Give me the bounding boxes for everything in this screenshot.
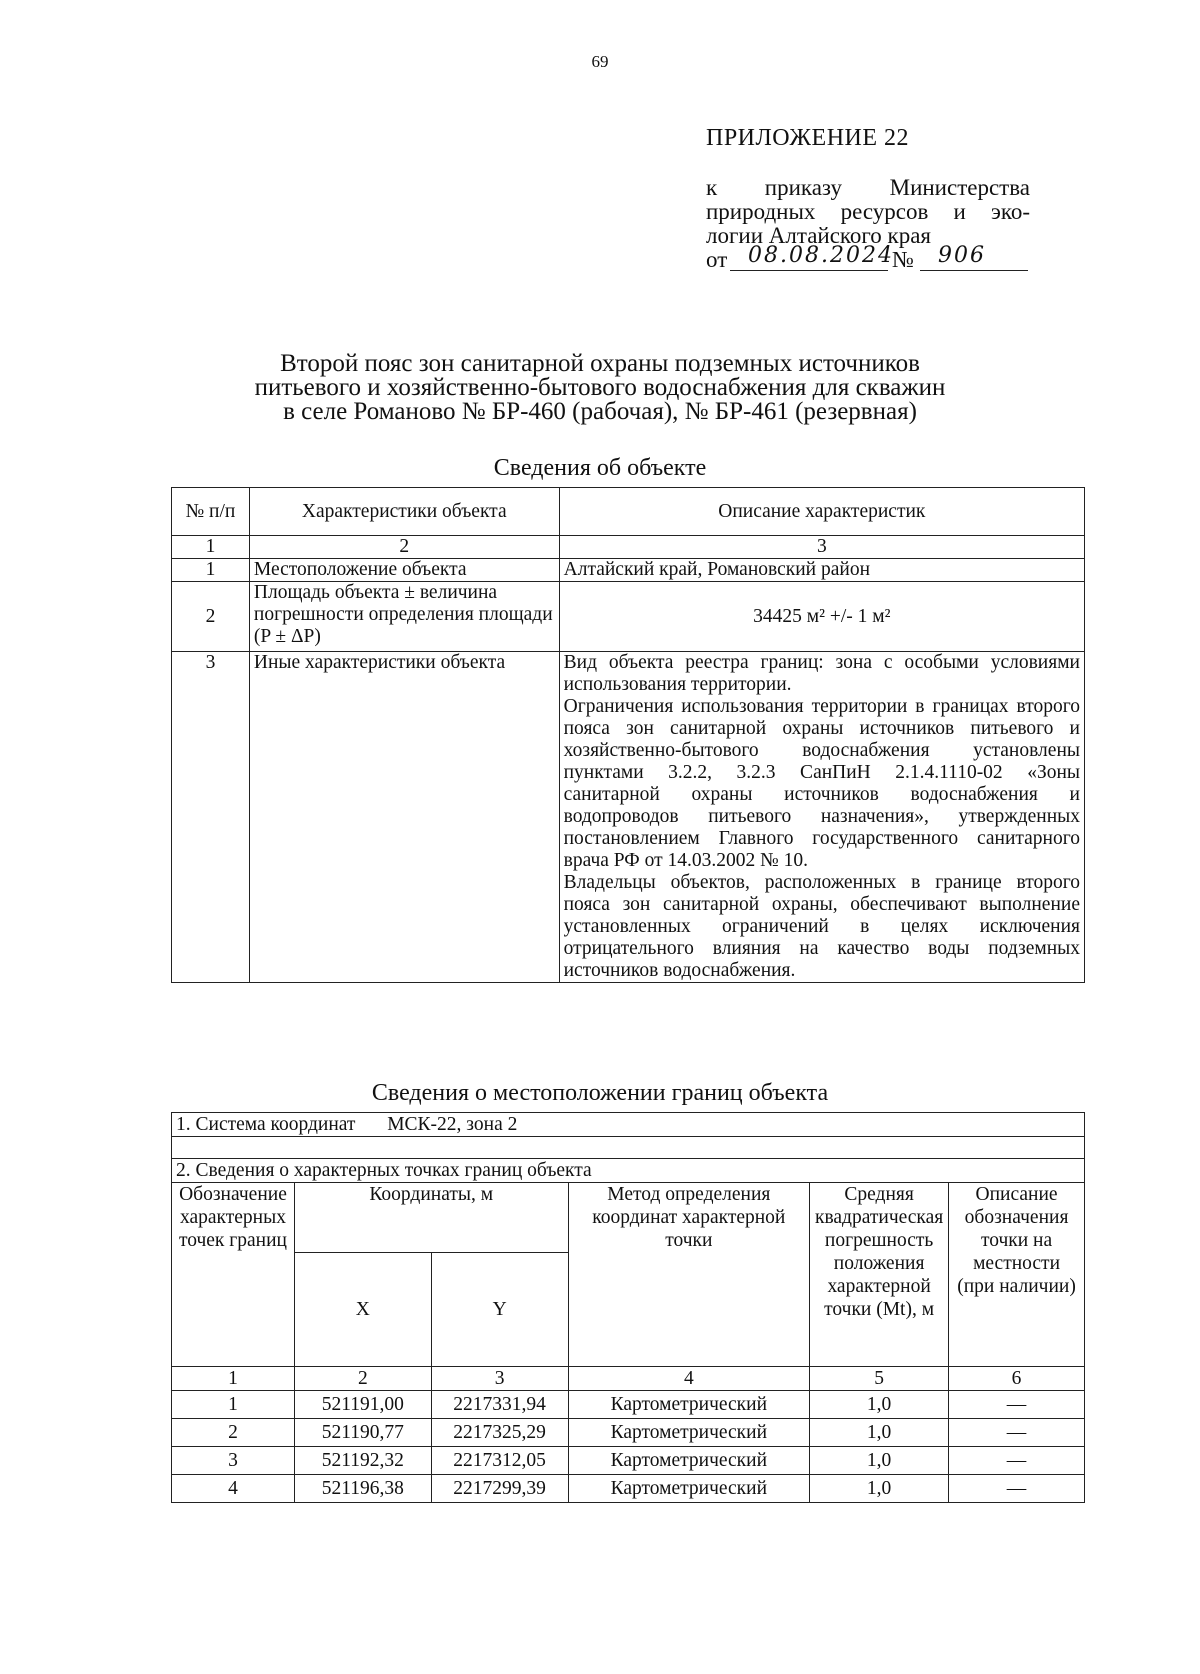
column-number: 2	[249, 536, 559, 559]
object-info-title: Сведения об объекте	[493, 455, 707, 481]
appendix-title: ПРИЛОЖЕНИЕ 22	[706, 125, 910, 151]
coord-system-label: 1. Система координат	[176, 1114, 356, 1135]
row-characteristic: Местоположение объекта	[249, 559, 559, 582]
point-id: 1	[172, 1391, 295, 1419]
coord-system-value: МСК-22, зона 2	[387, 1114, 518, 1135]
header-x: X	[294, 1253, 431, 1367]
point-x: 521192,32	[294, 1447, 431, 1475]
column-number: 3	[559, 536, 1084, 559]
point-error: 1,0	[810, 1447, 949, 1475]
row-description: Алтайский край, Романовский район	[559, 559, 1084, 582]
column-number: 5	[810, 1367, 949, 1391]
order-reference	[706, 176, 1030, 274]
point-method: Картометрический	[568, 1447, 810, 1475]
header-description: Описание характеристик	[559, 488, 1084, 536]
header-characteristic: Характеристики объекта	[249, 488, 559, 536]
point-x: 521191,00	[294, 1391, 431, 1419]
row-number: 3	[172, 652, 250, 983]
header-error: Средняя квадратическая погрешность положения характерной точки (Mt), м	[810, 1183, 949, 1367]
point-description: —	[949, 1391, 1085, 1419]
point-description: —	[949, 1447, 1085, 1475]
document-title	[0, 352, 1200, 424]
order-line: логии Алтайского края	[706, 223, 932, 248]
handwritten-date: 08.08.2024	[748, 243, 894, 268]
header-designation: Обозначение характерных точек границ	[172, 1183, 295, 1367]
column-number: 2	[294, 1367, 431, 1391]
date-prefix: от	[706, 247, 728, 272]
point-method: Картометрический	[568, 1419, 810, 1447]
point-id: 2	[172, 1419, 295, 1447]
point-description: —	[949, 1475, 1085, 1503]
row-description: 34425 м² +/- 1 м²	[559, 582, 1084, 652]
header-num: № п/п	[172, 488, 250, 536]
spacer-row	[172, 1137, 1085, 1159]
column-number: 4	[568, 1367, 810, 1391]
point-method: Картометрический	[568, 1475, 810, 1503]
header-point-description: Описание обозначения точки на местности (при наличии)	[949, 1183, 1085, 1367]
description-paragraph: Ограничения использования территории в границах второго пояса зон санитарной охраны источников питьевого и хозяйственно-бытового водоснабжения установлены пунктами 3.2.2, 3.2.3 СанПиН 2.1.4.1110-02 «Зоны санитарной охраны источников водоснабжения и водопроводов питьевого назначения», утвержденных постановлением Главного государственного санитарного врача РФ от 14.03.2002 № 10.	[563, 696, 1080, 871]
coord-system-row	[172, 1113, 1085, 1137]
row-characteristic: Иные характеристики объекта	[249, 652, 559, 983]
point-method: Картометрический	[568, 1391, 810, 1419]
point-x: 521190,77	[294, 1419, 431, 1447]
handwritten-number: 906	[938, 243, 986, 268]
location-info-title: Сведения о местоположении границ объекта	[371, 1080, 829, 1106]
object-info-table	[171, 487, 1085, 983]
title-line: питьевого и хозяйственно-бытового водоснабжения для скважин	[254, 374, 946, 401]
description-paragraph: Владельцы объектов, расположенных в границе второго пояса зон санитарной охраны, обеспечивают выполнение установленных ограничений в целях исключения отрицательного влияния на качество воды подземных источников водоснабжения.	[563, 872, 1080, 981]
number-sign: №	[892, 247, 914, 272]
point-y: 2217312,05	[431, 1447, 568, 1475]
page-number: 69	[591, 52, 609, 71]
point-id: 3	[172, 1447, 295, 1475]
column-number: 1	[172, 1367, 295, 1391]
point-error: 1,0	[810, 1475, 949, 1503]
column-number: 1	[172, 536, 250, 559]
row-description	[559, 652, 1084, 983]
points-label-row: 2. Сведения о характерных точках границ объекта	[172, 1159, 1085, 1183]
row-characteristic: Площадь объекта ± величина погрешности определения площади (P ± ΔP)	[249, 582, 559, 652]
header-y: Y	[431, 1253, 568, 1367]
order-line: к приказу Министерства	[706, 175, 1030, 200]
row-number: 2	[172, 582, 250, 652]
point-id: 4	[172, 1475, 295, 1503]
boundary-points-table	[171, 1112, 1085, 1503]
header-method: Метод определения координат характерной точки	[568, 1183, 810, 1367]
point-error: 1,0	[810, 1419, 949, 1447]
header-coordinates: Координаты, м	[294, 1183, 568, 1253]
column-number: 6	[949, 1367, 1085, 1391]
order-date-number-line	[706, 243, 1030, 274]
description-paragraph: Вид объекта реестра границ: зона с особыми условиями использования территории.	[563, 652, 1080, 695]
point-description: —	[949, 1419, 1085, 1447]
point-y: 2217325,29	[431, 1419, 568, 1447]
column-number: 3	[431, 1367, 568, 1391]
point-y: 2217331,94	[431, 1391, 568, 1419]
title-line: в селе Романово № БР-460 (рабочая), № БР-461 (резервная)	[283, 398, 917, 425]
row-number: 1	[172, 559, 250, 582]
point-error: 1,0	[810, 1391, 949, 1419]
point-y: 2217299,39	[431, 1475, 568, 1503]
point-x: 521196,38	[294, 1475, 431, 1503]
title-line: Второй пояс зон санитарной охраны подземных источников	[280, 350, 920, 377]
order-line: природных ресурсов и эко-	[706, 199, 1030, 224]
